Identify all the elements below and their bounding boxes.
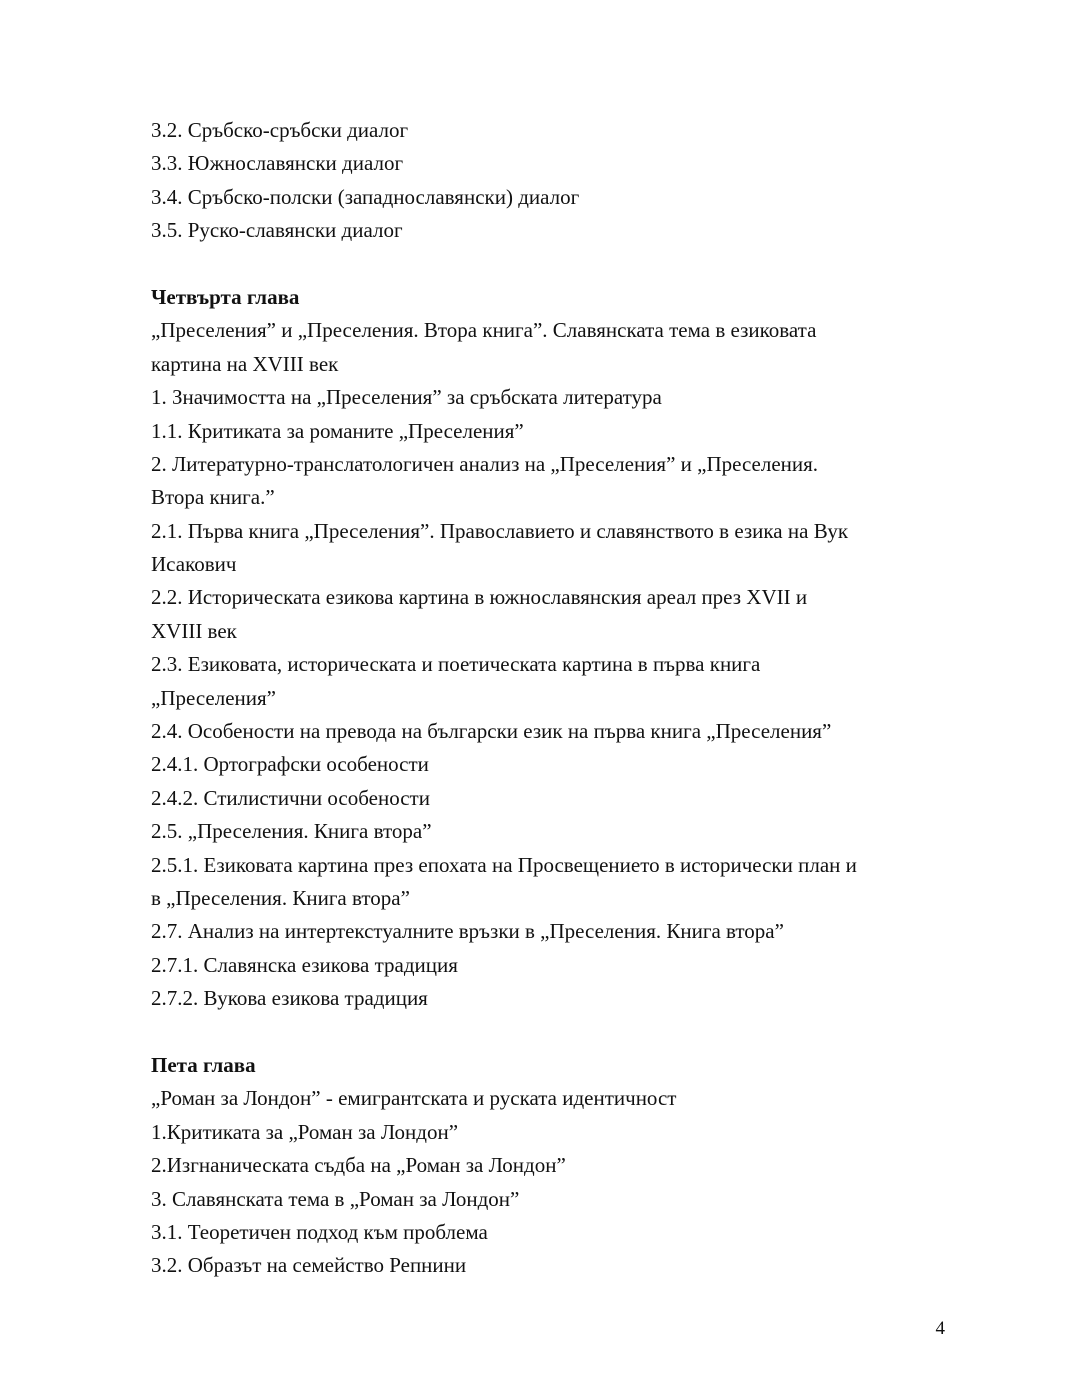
toc-entry: 3.1. Теоретичен подход към проблема bbox=[151, 1219, 488, 1244]
chapter-5-subtitle: „Роман за Лондон” - емигрантската и руската идентичност bbox=[151, 1086, 677, 1111]
toc-entry: 2.5.1. Езиковата картина през епохата на Просвещението в исторически план и bbox=[151, 852, 857, 877]
toc-entry: 1. Значимостта на „Преселения” за сръбската литература bbox=[151, 385, 662, 410]
toc-entry: 3.5. Руско-славянски диалог bbox=[151, 218, 403, 243]
toc-entry: 3.3. Южнославянски диалог bbox=[151, 151, 404, 176]
toc-entry: 3.2. Образът на семейство Репнини bbox=[151, 1253, 467, 1278]
toc-entry: 2.4.2. Стилистични особености bbox=[151, 785, 430, 810]
toc-entry: 2.7.2. Вукова езикова традиция bbox=[151, 986, 428, 1011]
toc-entry: 2.4. Особености на превода на български език на първа книга „Преселения” bbox=[151, 719, 832, 744]
page-number: 4 bbox=[935, 1318, 945, 1339]
toc-entry: 2.1. Първа книга „Преселения”. Православието и славянството в езика на Вук bbox=[151, 518, 849, 543]
section-spacer bbox=[151, 248, 951, 281]
toc-entry-continued: XVIII век bbox=[151, 618, 237, 643]
toc-entry: 3.4. Сръбско-полски (западнославянски) диалог bbox=[151, 184, 580, 209]
chapter-4-section bbox=[151, 281, 951, 1016]
chapter-5-section bbox=[151, 1049, 951, 1283]
toc-entry: 2.7. Анализ на интертекстуалните връзки в „Преселения. Книга втора” bbox=[151, 919, 784, 944]
toc-entry: 3. Славянската тема в „Роман за Лондон” bbox=[151, 1186, 520, 1211]
document-page bbox=[151, 114, 951, 1283]
toc-entry: 2.3. Езиковата, историческата и поетическата картина в първа книга bbox=[151, 652, 761, 677]
toc-entry: 2.2. Историческата езикова картина в южнославянския ареал през XVII и bbox=[151, 585, 808, 610]
toc-entry: 2.4.1. Ортографски особености bbox=[151, 752, 429, 777]
toc-entry-continued: Втора книга.” bbox=[151, 485, 275, 510]
toc-entry: 2.5. „Преселения. Книга втора” bbox=[151, 819, 432, 844]
toc-entry: 3.2. Сръбско-сръбски диалог bbox=[151, 118, 409, 142]
toc-entry: 2.Изгнаническата съдба на „Роман за Лондон” bbox=[151, 1153, 566, 1178]
toc-entry: 2.7.1. Славянска езикова традиция bbox=[151, 952, 458, 977]
chapter-4-subtitle-line-1: „Преселения” и „Преселения. Втора книга”. Славянската тема в езиковата bbox=[151, 318, 817, 343]
chapter-5-heading: Пета глава bbox=[151, 1052, 256, 1077]
section-spacer bbox=[151, 1016, 951, 1049]
toc-entry: 1.Критиката за „Роман за Лондон” bbox=[151, 1119, 459, 1144]
toc-entry-continued: в „Преселения. Книга втора” bbox=[151, 885, 410, 910]
chapter-4-heading: Четвърта глава bbox=[151, 284, 300, 309]
chapter-4-subtitle-line-2: картина на XVIII век bbox=[151, 351, 339, 376]
toc-entry: 2. Литературно-транслатологичен анализ на „Преселения” и „Преселения. bbox=[151, 451, 819, 476]
toc-entry-continued: „Преселения” bbox=[151, 685, 276, 710]
toc-entry-continued: Исакович bbox=[151, 552, 237, 577]
toc-intro-list bbox=[151, 114, 951, 248]
toc-entry: 1.1. Критиката за романите „Преселения” bbox=[151, 418, 524, 443]
